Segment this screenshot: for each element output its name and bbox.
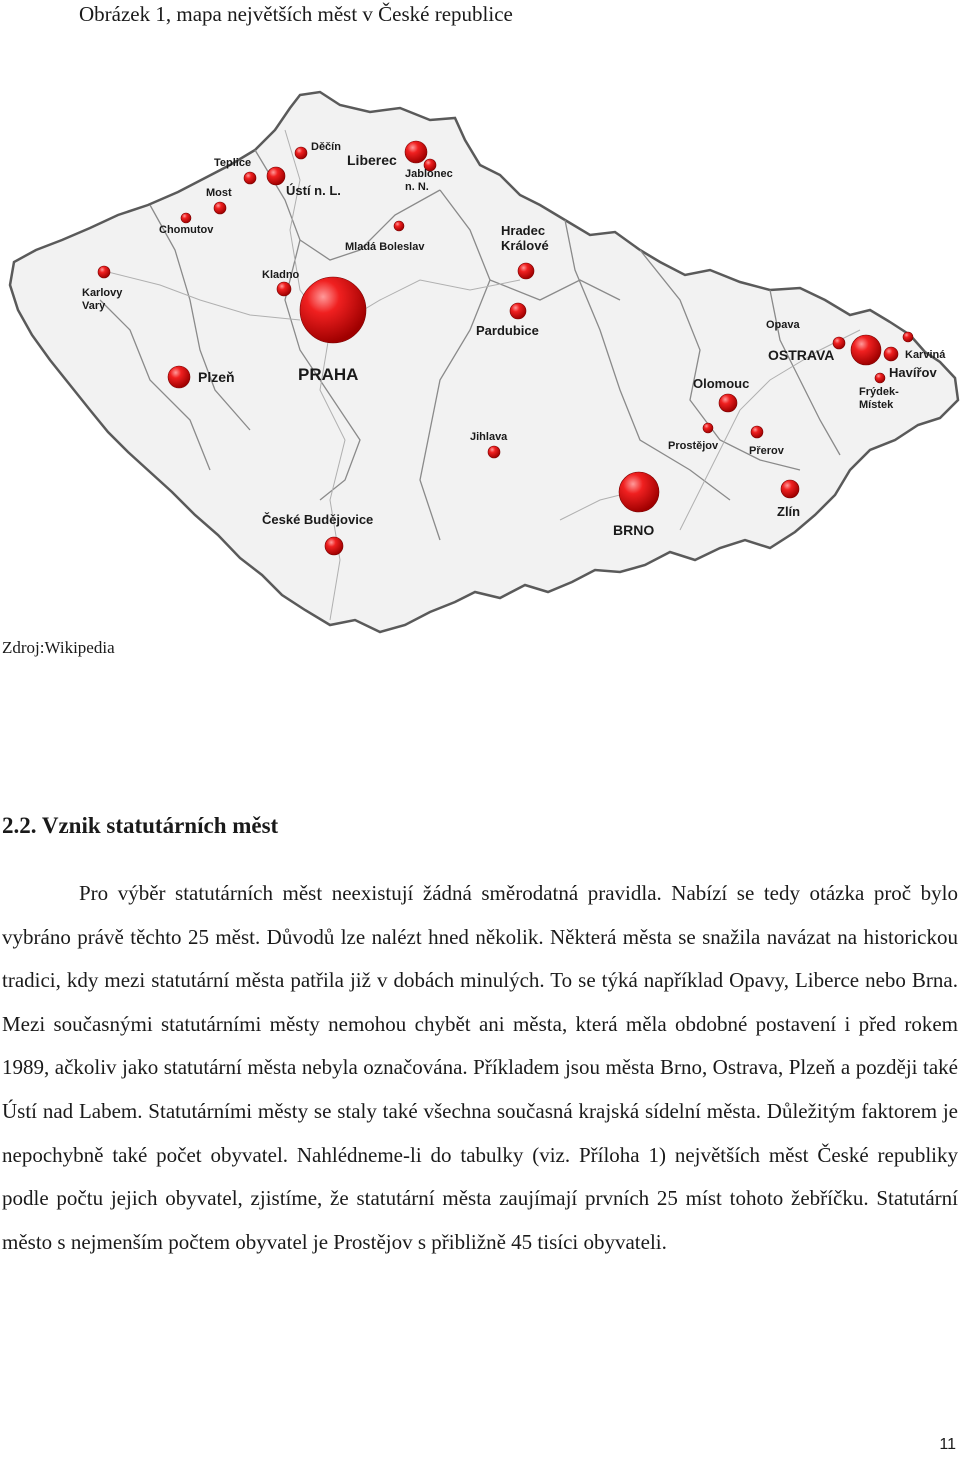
city-marker-most <box>214 202 226 214</box>
city-marker-karvina <box>903 332 913 342</box>
city-label-pardubice: Pardubice <box>476 323 539 338</box>
figure-source: Zdroj:Wikipedia <box>2 638 115 657</box>
city-marker-prostejov <box>703 423 713 433</box>
city-marker-frydek-mistek <box>875 373 885 383</box>
czech-cities-map <box>0 80 960 640</box>
city-label-praha: PRAHA <box>298 365 359 384</box>
city-label-kladno: Kladno <box>262 269 300 281</box>
city-label-most: Most <box>206 187 232 199</box>
section-heading: 2.2. Vznik statutárních měst <box>2 813 279 838</box>
city-label-ostrava: OSTRAVA <box>768 347 835 363</box>
city-marker-usti-n-l <box>267 167 285 185</box>
city-marker-mlada-boleslav <box>394 221 404 231</box>
city-marker-plzen <box>168 366 190 388</box>
city-label-brno: BRNO <box>613 522 655 538</box>
city-label-mlada-boleslav: Mladá Boleslav <box>345 241 425 253</box>
city-label-opava: Opava <box>766 319 800 331</box>
city-label-ceske-budejovice: České Budějovice <box>262 512 374 527</box>
city-label-plzen: Plzeň <box>198 369 235 385</box>
city-marker-decin <box>295 147 307 159</box>
city-label-havirov: Havířov <box>889 365 937 380</box>
figure-caption: Obrázek 1, mapa největších měst v České republice <box>79 2 513 26</box>
city-marker-olomouc <box>719 394 737 412</box>
city-marker-ostrava <box>851 335 881 365</box>
city-marker-praha <box>300 277 366 343</box>
city-label-jihlava: Jihlava <box>470 431 508 443</box>
city-marker-havirov <box>884 347 898 361</box>
paragraph-text: Pro výběr statutárních měst neexistují žádná směrodatná pravidla. Nabízí se tedy otázka proč bylo vybráno právě těchto 25 měst. Důvodů lze nalézt hned několik. Některá města se snažila navázat na historickou tradici, kdy mezi statutární města patřila již v dobách minulých. To se týká například Opavy, Liberce nebo Brna. Mezi současnými statutárními městy nemohou chybět ani města, která měla obdobné postavení i před rokem 1989, ačkoliv jako statutární města nebyla označována. Příkladem jsou města Brno, Ostrava, Plzeň a později také Ústí nad Labem. Statutárními městy se staly také všechna současná krajská sídelní města. Důležitým faktorem je nepochybně také počet obyvatel. Nahlédneme-li do tabulky (viz. Příloha 1) největších měst České republiky podle počtu jejich obyvatel, zjistíme, že statutární města zaujímají prvních 25 míst tohoto žebříčku. Statutární město s nejmenším počtem obyvatel je Prostějov s přibližně 45 tisíci obyvateli. <box>2 881 958 1254</box>
city-marker-pardubice <box>510 303 526 319</box>
city-label-decin: Děčín <box>311 141 341 153</box>
city-marker-liberec <box>405 141 427 163</box>
city-label-jablonec-n-n: Jablonec n. N. <box>405 168 453 193</box>
city-marker-ceske-budejovice <box>325 537 343 555</box>
city-label-prerov: Přerov <box>749 445 784 457</box>
city-marker-jihlava <box>488 446 500 458</box>
city-marker-brno <box>619 472 659 512</box>
city-label-liberec: Liberec <box>347 152 397 168</box>
city-label-teplice: Teplice <box>214 157 252 169</box>
body-paragraph <box>2 872 958 1264</box>
city-marker-hradec-kralove <box>518 263 534 279</box>
city-label-prostejov: Prostějov <box>668 440 719 452</box>
page-number: 11 <box>939 1436 956 1453</box>
city-label-olomouc: Olomouc <box>693 376 750 391</box>
city-label-karvina: Karviná <box>905 349 946 361</box>
city-marker-karlovy-vary <box>98 266 110 278</box>
city-label-hradec-kralove: Hradec Králové <box>501 223 549 253</box>
city-marker-opava <box>833 337 845 349</box>
city-marker-kladno <box>277 282 291 296</box>
city-marker-prerov <box>751 426 763 438</box>
city-label-karlovy-vary: Karlovy Vary <box>82 287 123 312</box>
city-marker-teplice <box>244 172 256 184</box>
city-label-zlin: Zlín <box>777 504 801 519</box>
city-marker-chomutov <box>181 213 191 223</box>
city-label-chomutov: Chomutov <box>159 224 214 236</box>
city-label-usti-n-l: Ústí n. L. <box>286 183 341 198</box>
city-label-frydek-mistek: Frýdek-Místek <box>859 386 899 411</box>
city-marker-zlin <box>781 480 799 498</box>
